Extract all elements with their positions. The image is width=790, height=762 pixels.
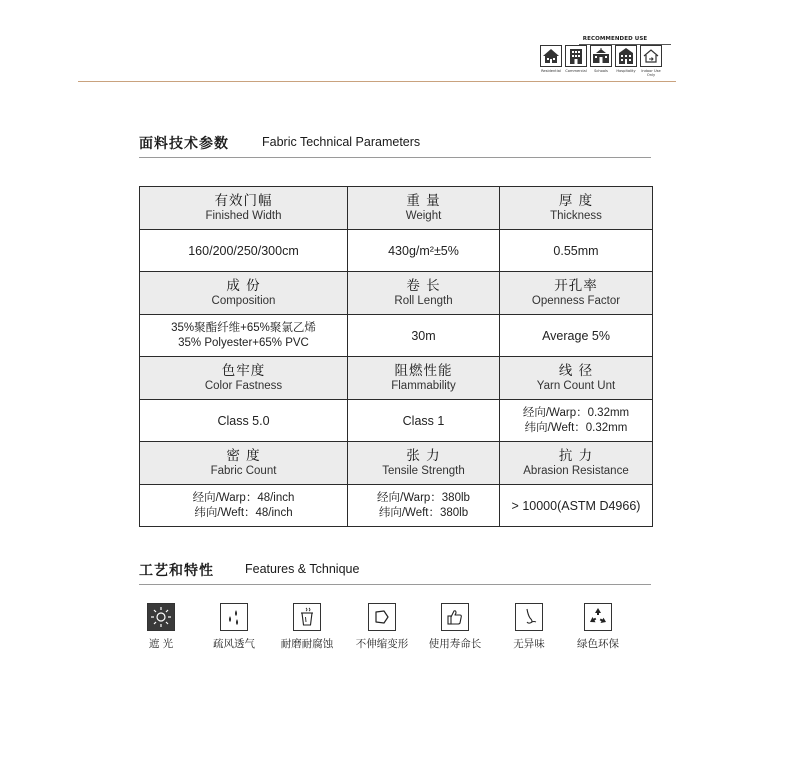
droplets-icon [220,603,248,631]
rec-item-residential [540,45,562,77]
technical-parameters-table [139,186,653,527]
param-header-cell: 卷 长 Roll Length [348,272,500,315]
technical-heading-zh: 面料技术参数 [139,136,229,152]
feature-shading [141,603,181,651]
table-value-row [140,315,653,357]
param-header-cell: 成 份 Composition [140,272,348,315]
rec-label-indoor: Indoor Use Only [641,69,661,77]
param-value-cell: 30m [348,315,500,357]
param-header-cell: 重 量 Weight [348,187,500,230]
features-heading-rule [139,584,651,585]
param-value-cell: Class 5.0 [140,400,348,442]
sun-icon [147,603,175,631]
rec-item-schools [590,45,612,77]
param-header-cell: 线 径 Yarn Count Unt [500,357,653,400]
cup-icon [293,603,321,631]
feature-eco [578,603,618,651]
param-value-cell: 430g/m²±5% [348,230,500,272]
table-header-row [140,357,653,400]
feature-label: 耐磨耐腐蚀 [280,638,334,650]
param-header-cell: 张 力 Tensile Strength [348,442,500,485]
house-icon [540,45,562,67]
param-header-cell: 厚 度 Thickness [500,187,653,230]
feature-label: 无异味 [513,638,545,650]
school-icon [590,45,612,67]
features-heading-zh: 工艺和特性 [139,563,214,579]
param-header-cell: 开孔率 Openness Factor [500,272,653,315]
table-value-row [140,230,653,272]
param-header-cell: 密 度 Fabric Count [140,442,348,485]
rec-label-hospitality: Hospitality [616,69,636,73]
thumbs-up-icon [441,603,469,631]
param-value-cell: 160/200/250/300cm [140,230,348,272]
feature-no-deformation [355,603,409,651]
table-header-row [140,442,653,485]
param-value-cell: > 10000(ASTM D4966) [500,485,653,527]
param-value-cell: 经向/Warp：380lb 纬向/Weft：380lb [348,485,500,527]
technical-heading-en: Fabric Technical Parameters [262,135,421,149]
feature-long-life [428,603,482,651]
table-value-row [140,400,653,442]
recommended-use-title: RECOMMENDED USE [582,36,648,42]
nose-icon [515,603,543,631]
pentagon-icon [368,603,396,631]
rec-label-commercial: Commercial [565,69,587,73]
feature-label: 疏风透气 [213,638,255,650]
hotel-icon [615,45,637,67]
rec-label-schools: Schools [594,69,608,73]
feature-label: 使用寿命长 [428,638,482,650]
param-header-cell: 色牢度 Color Fastness [140,357,348,400]
param-value-cell: 经向/Warp：0.32mm 纬向/Weft：0.32mm [500,400,653,442]
rec-item-hospitality [615,45,637,77]
param-value-cell: Average 5% [500,315,653,357]
param-header-cell: 有效门幅 Finished Width [140,187,348,230]
rec-label-residential: Residential [541,69,561,73]
feature-label: 遮 光 [148,638,174,650]
feature-odorless [509,603,549,651]
table-header-row [140,187,653,230]
office-building-icon [565,45,587,67]
recycle-icon [584,603,612,631]
param-value-cell: 经向/Warp：48/inch 纬向/Weft：48/inch [140,485,348,527]
technical-heading-rule [139,157,651,158]
features-heading-en: Features & Tchnique [245,562,360,576]
param-header-cell: 抗 力 Abrasion Resistance [500,442,653,485]
param-header-cell: 阻燃性能 Flammability [348,357,500,400]
features-section-heading [139,560,651,582]
table-header-row [140,272,653,315]
table-value-row [140,485,653,527]
param-value-cell: 0.55mm [500,230,653,272]
param-value-cell: Class 1 [348,400,500,442]
indoor-house-icon [640,45,662,67]
rec-item-commercial [565,45,587,77]
feature-label: 绿色环保 [577,638,619,650]
feature-wear-resistant [280,603,334,651]
technical-section-heading [139,133,651,155]
feature-label: 不伸缩变形 [355,638,409,650]
rec-item-indoor [640,45,662,77]
param-value-cell: 35%聚酯纤维+65%聚氯乙烯 35% Polyester+65% PVC [140,315,348,357]
header-divider [78,81,676,82]
feature-breathable [214,603,254,651]
